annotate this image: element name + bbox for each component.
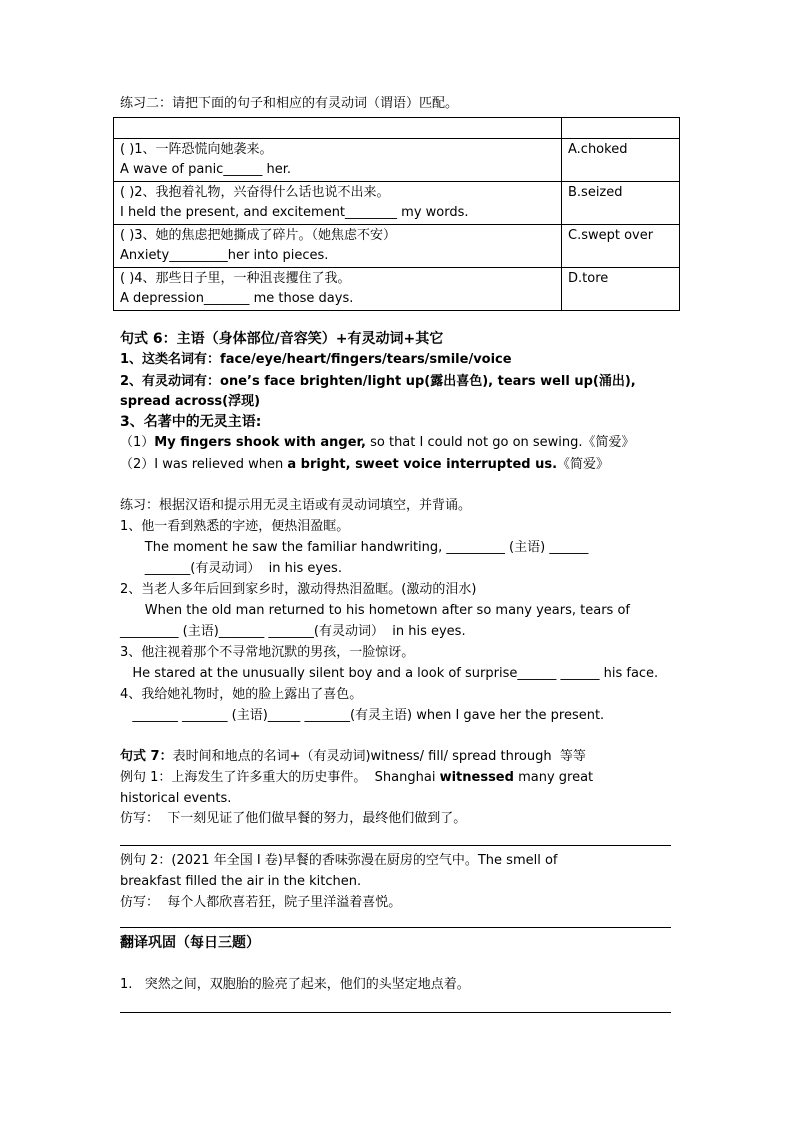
example-pre: 例句 1：上海发生了许多重大的历史事件。 Shanghai bbox=[120, 770, 440, 785]
row-option: B.seized bbox=[562, 182, 680, 225]
example-number: （1） bbox=[120, 435, 155, 450]
row-english: A depression_______ me those days. bbox=[120, 291, 354, 306]
table-row bbox=[114, 139, 680, 182]
practice-line: 2、当老人多年后回到家乡时，激动得热泪盈眶。(激动的泪水) bbox=[120, 582, 477, 597]
example-rest: so that I could not go on sewing.《简爱》 bbox=[365, 435, 635, 450]
pattern6-item1: 1、这类名词有：face/eye/heart/fingers/tears/smile/voice bbox=[120, 352, 512, 367]
example-1 bbox=[120, 434, 635, 452]
practice-line: The moment he saw the familiar handwriting, _________ (主语) ______ bbox=[120, 540, 589, 555]
exercise2-title: 练习二：请把下面的句子和相应的有灵动词（谓语）匹配。 bbox=[120, 96, 459, 111]
table-header-row bbox=[114, 118, 680, 139]
answer-line bbox=[120, 845, 671, 846]
table-row bbox=[114, 182, 680, 225]
pattern6-item2: 2、有灵动词有：one’s face brighten/light up(露出喜色), tears well up(涌出), bbox=[120, 374, 636, 389]
pattern6-heading: 句式 6：主语（身体部位/音容笑）+有灵动词+其它 bbox=[120, 331, 444, 347]
answer-line bbox=[120, 1012, 671, 1013]
translation-item: 1. 突然之间，双胞胎的脸亮了起来，他们的头坚定地点着。 bbox=[120, 977, 470, 992]
example-bold: My fingers shook with anger, bbox=[154, 435, 366, 450]
pattern7-example2: 例句 2：(2021 年全国 I 卷)早餐的香味弥漫在厨房的空气中。The smell of bbox=[120, 853, 558, 868]
row-chinese: ( )1、一阵恐慌向她袭来。 bbox=[120, 142, 273, 157]
row-english: I held the present, and excitement________ my words. bbox=[120, 205, 469, 220]
pattern7-heading bbox=[120, 748, 586, 766]
row-option: D.tore bbox=[562, 268, 680, 311]
practice-line: 1、他一看到熟悉的字迹，便热泪盈眶。 bbox=[120, 519, 350, 534]
row-chinese: ( )4、那些日子里，一种沮丧攫住了我。 bbox=[120, 271, 351, 286]
table-row bbox=[114, 268, 680, 311]
row-chinese: ( )2、我抱着礼物，兴奋得什么话也说不出来。 bbox=[120, 185, 390, 200]
heading-rest: 表时间和地点的名词+（有灵动词)witness/ fill/ spread through 等等 bbox=[172, 749, 586, 764]
example-2 bbox=[120, 456, 609, 474]
table-row bbox=[114, 225, 680, 268]
practice-line: _______ _______ (主语)_____ _______(有灵主语) when I gave her the present. bbox=[120, 708, 605, 723]
matching-table bbox=[113, 117, 680, 311]
example-pre: I was relieved when bbox=[154, 457, 288, 472]
example-bold: witnessed bbox=[439, 770, 514, 785]
pattern7-example1 bbox=[120, 769, 593, 787]
row-option: A.choked bbox=[562, 139, 680, 182]
answer-line bbox=[120, 927, 671, 928]
practice-line: 3、他注视着那个不寻常地沉默的男孩，一脸惊讶。 bbox=[120, 645, 415, 660]
pattern7-example1-cont: historical events. bbox=[120, 791, 232, 806]
practice-line: _______(有灵动词） in his eyes. bbox=[120, 561, 342, 576]
example-bold: a bright, sweet voice interrupted us. bbox=[287, 457, 558, 472]
pattern7-example2-cont: breakfast filled the air in the kitchen. bbox=[120, 874, 362, 889]
practice-line: _________ (主语)_______ _______(有灵动词） in his eyes. bbox=[120, 624, 466, 639]
row-option: C.swept over bbox=[562, 225, 680, 268]
practice-line: When the old man returned to his hometown after so many years, tears of bbox=[120, 603, 630, 618]
row-chinese: ( )3、她的焦虑把她撕成了碎片。（她焦虑不安） bbox=[120, 228, 397, 243]
row-english: A wave of panic______ her. bbox=[120, 162, 291, 177]
row-english: Anxiety_________her into pieces. bbox=[120, 248, 329, 263]
practice-title: 练习：根据汉语和提示用无灵主语或有灵动词填空，并背诵。 bbox=[120, 498, 472, 513]
practice-line: 4、我给她礼物时，她的脸上露出了喜色。 bbox=[120, 687, 363, 702]
example-rest: 《简爱》 bbox=[557, 457, 610, 472]
heading-bold: 句式 7： bbox=[120, 749, 173, 764]
example-rest: many great bbox=[513, 770, 594, 785]
imitation-prompt: 仿写： 下一刻见证了他们做早餐的努力，最终他们做到了。 bbox=[120, 811, 467, 826]
imitation-prompt: 仿写： 每个人都欣喜若狂，院子里洋溢着喜悦。 bbox=[120, 895, 402, 910]
practice-line: He stared at the unusually silent boy and a look of surprise______ ______ his face. bbox=[120, 666, 659, 681]
pattern6-item2-cont: spread across(浮现) bbox=[120, 394, 261, 409]
example-number: （2） bbox=[120, 457, 155, 472]
translation-heading: 翻译巩固（每日三题） bbox=[120, 935, 260, 951]
pattern6-item3: 3、名著中的无灵主语: bbox=[120, 414, 262, 430]
